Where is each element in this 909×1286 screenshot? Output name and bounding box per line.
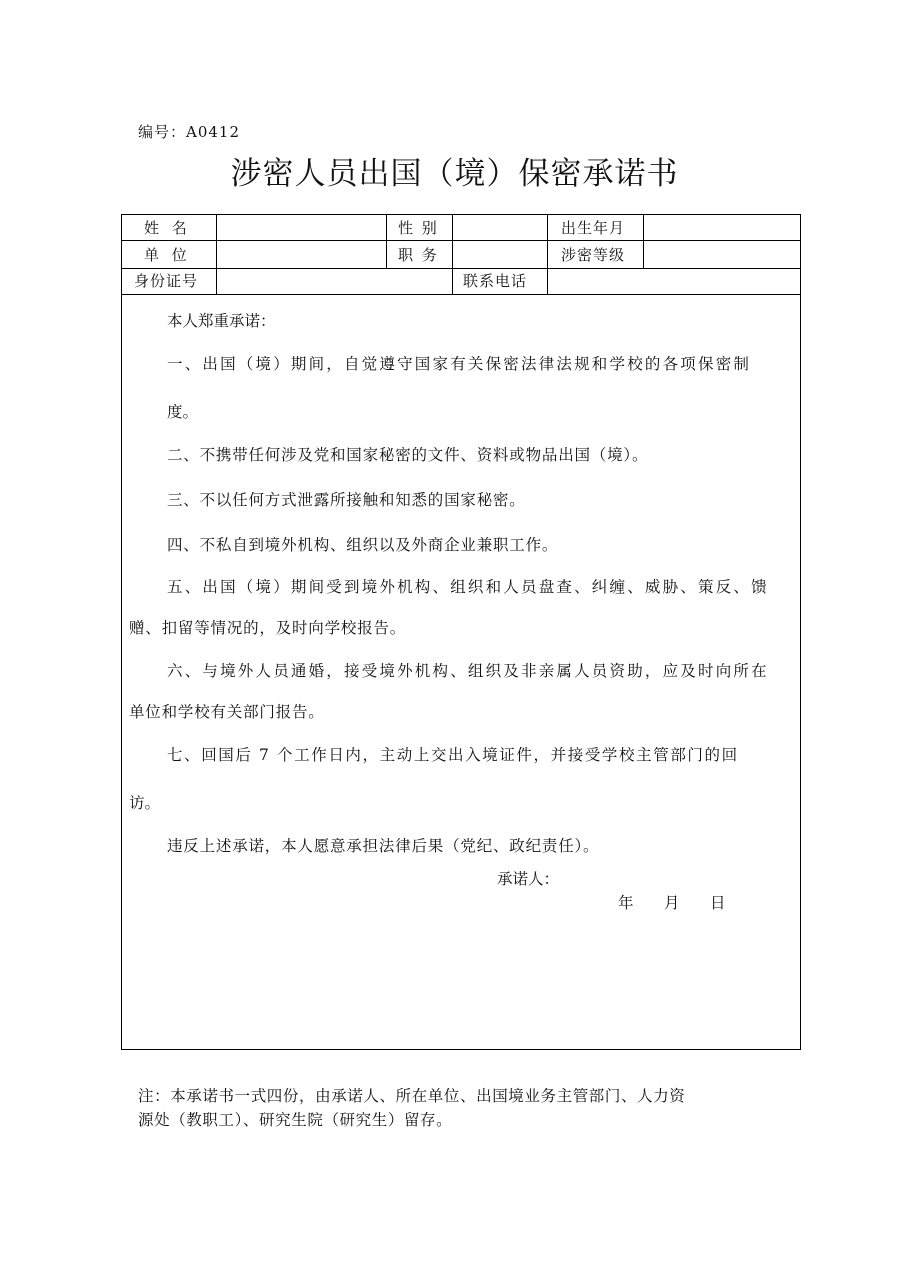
id-number-field[interactable] <box>221 270 447 292</box>
pledge-item-1-cont: 度。 <box>167 403 199 421</box>
name-field[interactable] <box>221 217 381 237</box>
pledge-item-7: 七、回国后 7 个工作日内，主动上交出入境证件，并接受学校主管部门的回 <box>167 746 739 764</box>
label-unit: 单 位 <box>144 246 191 264</box>
document-serial-number: 编号：A0412 <box>138 123 241 141</box>
footnote-line-1: 注：本承诺书一式四份，由承诺人、所在单位、出国境业务主管部门、人力资 <box>138 1087 686 1105</box>
pledge-item-6: 六、与境外人员通婚，接受境外机构、组织及非亲属人员资助，应及时向所在 <box>167 662 769 680</box>
date-day-label: 日 <box>710 894 726 912</box>
pledge-item-1: 一、出国（境）期间，自觉遵守国家有关保密法律法规和学校的各项保密制 <box>167 355 752 373</box>
label-name: 姓 名 <box>144 219 191 237</box>
column-divider <box>547 215 548 294</box>
label-phone: 联系电话 <box>463 272 528 290</box>
pledge-closing: 违反上述承诺，本人愿意承担法律后果（党纪、政纪责任）。 <box>167 837 600 855</box>
label-id-number: 身份证号 <box>134 272 199 290</box>
secrecy-level-field[interactable] <box>648 243 796 265</box>
pledge-intro: 本人郑重承诺： <box>167 312 276 330</box>
column-divider <box>643 215 644 268</box>
row-divider <box>122 240 800 241</box>
pledge-item-6-cont: 单位和学校有关部门报告。 <box>129 703 325 721</box>
phone-field[interactable] <box>552 270 796 292</box>
footnote-line-2: 源处（教职工）、研究生院（研究生）留存。 <box>138 1111 453 1129</box>
signer-label: 承诺人： <box>497 870 560 888</box>
label-gender: 性 别 <box>398 219 439 237</box>
gender-field[interactable] <box>457 217 542 237</box>
column-divider <box>386 215 387 268</box>
pledge-item-5-cont: 赠、扣留等情况的，及时向学校报告。 <box>129 619 407 637</box>
column-divider <box>216 215 217 294</box>
pledge-item-2: 二、不携带任何涉及党和国家秘密的文件、资料或物品出国（境）。 <box>167 446 649 464</box>
unit-field[interactable] <box>221 243 381 265</box>
document-title: 涉密人员出国（境）保密承诺书 <box>230 156 679 192</box>
position-field[interactable] <box>457 243 542 265</box>
column-divider <box>452 215 453 294</box>
date-month-label: 月 <box>664 894 680 912</box>
birth-date-field[interactable] <box>648 217 796 237</box>
label-position: 职 务 <box>398 246 439 264</box>
pledge-form-table <box>121 214 801 1050</box>
date-year-label: 年 <box>618 894 634 912</box>
row-divider <box>122 268 800 269</box>
signature-field[interactable] <box>547 861 747 885</box>
label-secrecy-level: 涉密等级 <box>561 246 626 264</box>
label-birth-date: 出生年月 <box>561 219 626 237</box>
pledge-item-4: 四、不私自到境外机构、组织以及外商企业兼职工作。 <box>167 536 559 554</box>
pledge-item-5: 五、出国（境）期间受到境外机构、组织和人员盘查、纠缠、威胁、策反、馈 <box>167 578 769 596</box>
row-divider <box>122 294 800 295</box>
footnote <box>138 1084 788 1132</box>
pledge-item-7-cont: 访。 <box>129 794 161 812</box>
pledge-item-3: 三、不以任何方式泄露所接触和知悉的国家秘密。 <box>167 491 526 509</box>
